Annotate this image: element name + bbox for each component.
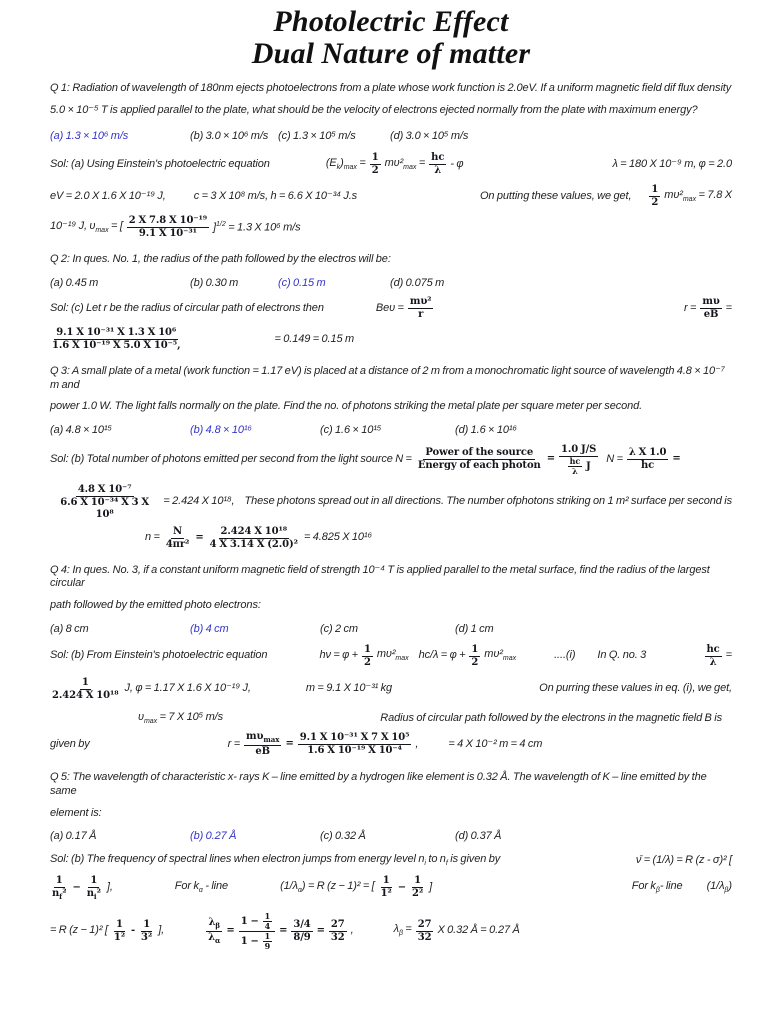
q3-equals-1: = (546, 453, 555, 465)
q1-option-b: (b) 3.0 × 10⁶ m/s (190, 129, 269, 142)
fraction-n-4pir2 (164, 526, 192, 551)
q2-options (50, 277, 732, 291)
q3-stem-line1: Q 3: A small plate of a metal (work function = 1.17 eV) is placed at a distance of 2 m from a monochromatic light source of wavelength 4.8 × 10⁻⁷ m and (50, 364, 725, 391)
q2-option-b: (b) 0.30 m (190, 277, 239, 290)
q2-equals: = (725, 301, 732, 314)
fraction-numerator: 9.1 X 10⁻³¹ X 7 X 10⁵ (299, 732, 410, 744)
fraction-denominator: $n_i^2$ (86, 887, 101, 901)
q5-stem-line1: Q 5: The wavelength of characteristic x- rays K – line emitted by a hydrogen like element is 0.32 Å. The wavelength of K – line emitted by the same (50, 770, 707, 797)
fraction-denominator: 3² (141, 931, 153, 943)
q2-stem: Q 2: In ques. No. 1, the radius of the path followed by the electros will be: (50, 253, 391, 266)
q4-equals-2: = (285, 738, 294, 750)
fraction-1-22 (410, 875, 425, 900)
q4-comma: , (415, 737, 419, 750)
fraction-denominator: λ (434, 165, 442, 177)
fraction-denominator: Energy of each photon (417, 460, 541, 472)
q1-stem-line2: 5.0 × 10⁻⁵ T is applied parallel to the plate, what should be the velocity of electrons ejected normally from the plate with maximum energy? (50, 103, 698, 116)
q5-stem-line2: element is: (50, 807, 102, 820)
fraction-numerator: hc (431, 152, 445, 164)
title-line-1: Photolectric Effect (273, 5, 509, 38)
q1-option-d: (d) 3.0 × 10⁵ m/s (390, 129, 469, 142)
fraction-denominator: 1.6 X 10⁻¹⁹ X 5.0 X 10⁻⁵, (52, 339, 181, 351)
fraction-27-32 (416, 919, 434, 944)
q2-solution-line2 (50, 327, 732, 352)
q4-radius-note: Radius of circular path followed by the electrons in the magnetic field B is (380, 711, 722, 724)
fraction-denominator: 2.424 X 10¹⁸ (52, 689, 119, 701)
q5-option-d: (d) 0.37 Å (455, 830, 502, 843)
q4-given-by: given by (50, 737, 90, 750)
q5-final-result: X 0.32 Å = 0.27 Å (437, 924, 520, 937)
q1-option-c: (c) 1.3 × 10⁵ m/s (278, 129, 356, 142)
fraction-denominator: 1² (113, 931, 125, 943)
fraction-quarter-ninth (239, 912, 275, 950)
q2-result: = 0.149 = 0.15 m (274, 332, 355, 345)
fraction-lambda-hc (627, 447, 668, 472)
q1-option-a: (a) 1.3 × 10⁶ m/s (50, 129, 129, 142)
fraction-numerator: 9.1 X 10⁻³¹ X 1.3 X 10⁶ (56, 326, 177, 338)
fraction-denominator: 2 (371, 165, 379, 177)
q5-minus-2: − (397, 881, 406, 893)
q5-option-c: (c) 0.32 Å (320, 830, 366, 843)
fraction-denominator: 8/9 (293, 931, 311, 943)
fraction-denominator: 4πr² (165, 538, 190, 550)
fraction-radius-calc (298, 732, 412, 757)
q3-equals-2: = (672, 453, 681, 465)
q5-kalpha-label: For $k_\alpha$ - line (174, 880, 229, 895)
q4-solution-line3 (50, 711, 732, 727)
q4-stem-line2: path followed by the emitted photo electrons: (50, 599, 261, 612)
fraction-denominator: 9.1 X 10⁻³¹ (138, 228, 197, 240)
q4-final-result: = 4 X 10⁻² m = 4 cm (448, 737, 543, 750)
fraction-27-32 (329, 919, 347, 944)
fraction-numerator: hc (706, 643, 720, 655)
fraction-numerator: 4.8 X 10⁻⁷ (77, 483, 132, 495)
q5-solution-line1 (50, 853, 732, 869)
fraction-numerator: 1 (363, 643, 371, 655)
q5-kbeta-formula: = R (z − 1)² [ (50, 924, 108, 937)
q4-hcl-eq: hc/λ = φ + (418, 649, 466, 662)
q4-option-c: (c) 2 cm (320, 622, 358, 635)
q5-kbeta-lhs: $(1/\lambda_\beta)$ (706, 880, 732, 895)
q3-solution-line3 (50, 526, 732, 551)
fraction-hc-lambda (705, 644, 722, 669)
q5-solution-line2 (50, 875, 732, 901)
q4-phi-value: J, φ = 1.17 X 1.6 X 10⁻¹⁹ J, (124, 682, 251, 695)
q2-radius-eq-lhs: r = (684, 301, 697, 314)
q1-constants: c = 3 X 10⁸ m/s, h = 6.6 X 10⁻³⁴ J.s (193, 190, 358, 203)
fraction-numerator: 2 X 7.8 X 10⁻¹⁹ (128, 215, 208, 227)
q3-options (50, 424, 732, 438)
q3-sol-lead: Sol: (b) Total number of photons emitted per second from the light source N = (50, 452, 412, 465)
q2-force-eq-lhs: Beυ = (375, 301, 404, 314)
fraction-numerator: 27 (330, 918, 345, 930)
q5-bracket-close-1: ], (106, 881, 113, 894)
q3-stem-line2: power 1.0 W. The light falls normally on the plate. Find the no. of photons striking the metal plate per square meter per second. (50, 400, 643, 413)
fraction-denominator: 2 (363, 656, 371, 668)
fraction-34-89 (291, 919, 312, 944)
fraction-power-energy (416, 447, 543, 472)
q3-option-a: (a) 4.8 × 10¹⁵ (50, 424, 112, 437)
q4-option-a: (a) 8 cm (50, 622, 89, 635)
q4-solution-line2 (50, 677, 732, 702)
fraction-1-32 (139, 919, 154, 944)
q4-r-lhs: r = (227, 737, 241, 750)
fraction-denominator: 2² (411, 888, 424, 900)
q2-sol-lead: Sol: (c) Let r be the radius of circular path of electrons then (50, 301, 324, 314)
fraction-mv2-r (408, 296, 434, 321)
fraction-denominator: 6.6 X 10⁻³⁴ X 3 X 10⁸ (60, 496, 150, 520)
fraction-one-half (362, 644, 373, 669)
q5-equals-2: = (279, 925, 288, 937)
fraction-numerator: 1 (651, 184, 659, 196)
document-title (50, 6, 732, 70)
q4-eq-marker: ....(i) (554, 649, 576, 662)
q3-option-d: (d) 1.6 × 10¹⁶ (455, 424, 517, 437)
fraction-denominator: $\frac{hc}{\lambda}$ J (569, 455, 591, 476)
fraction-denominator: 32 (330, 931, 345, 943)
fraction-numerator: 1 (115, 918, 123, 930)
q4-vmax-value: $\upsilon_{max} = 7$ X 10⁵ m/s (138, 710, 224, 725)
fraction-radius-calc (50, 327, 182, 352)
q3-option-b: (b) 4.8 × 10¹⁶ (190, 424, 252, 437)
fraction-numerator: 3/4 (293, 918, 311, 930)
q1-given-values: λ = 180 X 10⁻⁹ m, φ = 2.0 (612, 158, 732, 171)
q1-solution-line2 (50, 184, 732, 209)
fraction-photon-number (50, 484, 159, 521)
q4-hv-eq: hν = φ + (319, 649, 358, 662)
fraction-numerator: 1 (90, 874, 98, 886)
fraction-numerator: N (173, 525, 183, 537)
q4-putting-values-note: On purring these values in eq. (i), we get, (539, 682, 732, 695)
fraction-numerator: Power of the source (425, 447, 534, 459)
q5-solution-line3 (50, 912, 732, 950)
q3-n-result: = 2.424 X 10¹⁸, (163, 495, 235, 508)
fraction-numerator: 1 (143, 918, 151, 930)
q3-option-c: (c) 1.6 × 10¹⁵ (320, 424, 382, 437)
q4-sol-lead: Sol: (b) From Einstein's photoelectric equation (50, 649, 268, 662)
q5-rydberg-formula: ν̄ = (1/λ) = R (z - σ)² [ (635, 853, 732, 866)
fraction-1-ni2 (85, 875, 103, 901)
fraction-numerator: 27 (417, 918, 432, 930)
fraction-numerator: 1 (382, 875, 390, 887)
fraction-denominator: λ (709, 656, 717, 668)
fraction-numerator: 1 (471, 643, 479, 655)
q2-option-d: (d) 0.075 m (390, 277, 445, 290)
fraction-1-12 (112, 919, 127, 944)
fraction-denominator: 1.6 X 10⁻¹⁹ X 10⁻⁴ (307, 745, 402, 757)
fraction-hc-lambda (429, 152, 446, 177)
q3-spread-note: These photons spread out in all directions. The number of (244, 495, 516, 508)
q4-equals: = (725, 649, 732, 662)
q5-minus-1: − (72, 881, 81, 893)
q4-mass-value: m = 9.1 X 10⁻³¹ kg (305, 682, 393, 695)
fraction-inverse-n (50, 677, 121, 702)
fraction-denominator: eB (703, 308, 719, 320)
q5-equals-3: = (316, 925, 325, 937)
q4-option-d: (d) 1 cm (455, 622, 494, 635)
q4-stem-line1: Q 4: In ques. No. 3, if a constant uniform magnetic field of strength 10⁻⁴ T is applied parallel to the metal surface, find the radius of the largest circular (50, 563, 710, 590)
q1-sol-lead: Sol: (a) Using Einstein's photoelectric equation (50, 158, 270, 171)
q4-option-b: (b) 4 cm (190, 622, 229, 635)
q4-mv2max-2: $m\upsilon^2_{max}$ (484, 648, 517, 663)
q3-small-n-lhs: n = (145, 531, 160, 544)
fraction-1-12 (379, 875, 394, 900)
q4-solution-line1 (50, 644, 732, 669)
q1-vmax-result: ]$^{1/2}$ = 1.3 X 10⁶ m/s (213, 220, 301, 234)
q5-bracket-close-3: ], (158, 924, 165, 937)
fraction-numerator: 1 (55, 874, 63, 886)
q3-n-equals: N = (606, 452, 623, 465)
fraction-denominator: 2 (471, 656, 479, 668)
fraction-numerator: $\lambda_\beta$ (208, 917, 221, 931)
q5-option-a: (a) 0.17 Å (50, 830, 97, 843)
fraction-vmax (127, 215, 209, 240)
q1-vmax-lhs: 10⁻¹⁹ J, $\upsilon_{max}$ = [ (50, 219, 123, 235)
fraction-denominator: 2 (651, 197, 659, 209)
q1-ke-result: $m\upsilon^2_{max} = 7.8$ X (664, 188, 732, 204)
fraction-denominator: $\lambda_\alpha$ (208, 931, 221, 945)
q3-solution-line2 (50, 484, 732, 521)
q4-solution-line4 (50, 731, 732, 757)
fraction-one-half (370, 152, 381, 177)
fraction-denominator: 1² (380, 888, 392, 900)
q1-solution-line3 (50, 215, 732, 240)
fraction-mvmax-eb (244, 731, 281, 757)
fraction-numerator: λ X 1.0 (628, 447, 667, 459)
q4-options (50, 623, 732, 637)
q3-striking-note: photons striking on 1 m² surface per second is (515, 495, 732, 508)
fraction-denominator: eB (255, 745, 271, 757)
q1-solution-line1 (50, 152, 732, 177)
q1-ev-value: eV = 2.0 X 1.6 X 10⁻¹⁹ J, (50, 190, 166, 203)
fraction-numerator: 2.424 X 10¹⁸ (220, 525, 288, 537)
q2-option-a: (a) 0.45 m (50, 277, 99, 290)
fraction-mv-eb (700, 296, 721, 321)
fraction-denominator: 1 − $\frac{1}{9}$ (240, 930, 271, 951)
q1-putting-values-note: On putting these values, we get, (479, 190, 632, 203)
fraction-denominator: $n_f^2$ (52, 887, 67, 901)
fraction-numerator: 1 − $\frac{1}{4}$ (239, 912, 275, 932)
q2-option-c: (c) 0.15 m (278, 277, 326, 290)
fraction-denominator: r (418, 308, 424, 320)
einstein-equation-lhs: $(E_k)_{max}$ = (325, 156, 366, 172)
q5-sol-lead: Sol: (b) The frequency of spectral lines when electron jumps from energy level $n_i$ to $n_f$ is given by (50, 852, 501, 868)
q5-lambda-beta-lhs: $\lambda_\beta$ = (393, 923, 412, 938)
q5-dash: - (130, 925, 136, 937)
einstein-equation-phi: - φ (450, 158, 464, 171)
q3-final-result: = 4.825 X 10¹⁶ (303, 531, 372, 544)
q5-comma: , (350, 924, 354, 937)
fraction-denominator: hc (641, 460, 655, 472)
title-line-2: Dual Nature of matter (251, 37, 531, 71)
fraction-numerator: 1 (81, 676, 89, 688)
fraction-joules-photon (559, 444, 598, 476)
fraction-flux-calc (208, 526, 300, 551)
q1-stem-line1: Q 1: Radiation of wavelength of 180nm ejects photoelectrons from a plate whose work function is 2.0eV. If a uniform magnetic field dif flux density (50, 82, 732, 95)
fraction-numerator: $m\upsilon_{max}$ (246, 731, 280, 745)
q5-kalpha-formula: $(1/\lambda_\alpha) = R$ (z − 1)² = [ (280, 880, 375, 895)
fraction-numerator: 1 (414, 875, 421, 887)
q3-solution-line1 (50, 444, 732, 476)
q5-kbeta-label: For $k_\beta-$ line (631, 880, 683, 895)
fraction-1-nf2 (50, 875, 68, 901)
q3-equals-3: = (195, 531, 204, 543)
fraction-one-half (469, 644, 480, 669)
fraction-lambda-ratio (206, 917, 222, 945)
fraction-denominator: 32 (417, 931, 432, 943)
q1-options (50, 130, 732, 144)
q5-option-b: (b) 0.27 Å (190, 830, 237, 843)
q2-solution-line1 (50, 296, 732, 321)
q4-ref-note: In Q. no. 3 (597, 649, 647, 662)
q5-equals-1: = (226, 925, 235, 937)
q5-bracket-close-2: ] (429, 881, 433, 894)
fraction-numerator: mυ (702, 295, 720, 307)
fraction-one-half (649, 184, 660, 209)
fraction-numerator: 1.0 J/S (560, 443, 597, 455)
q4-mv2max-1: $m\upsilon^2_{max}$ (376, 648, 409, 663)
fraction-numerator: 1 (371, 152, 379, 164)
einstein-equation-mid: $m\upsilon^2_{max}$ = (384, 156, 426, 172)
q5-options (50, 830, 732, 844)
fraction-denominator: 4 X 3.14 X (2.0)² (209, 538, 298, 550)
fraction-numerator: mυ² (409, 295, 432, 307)
